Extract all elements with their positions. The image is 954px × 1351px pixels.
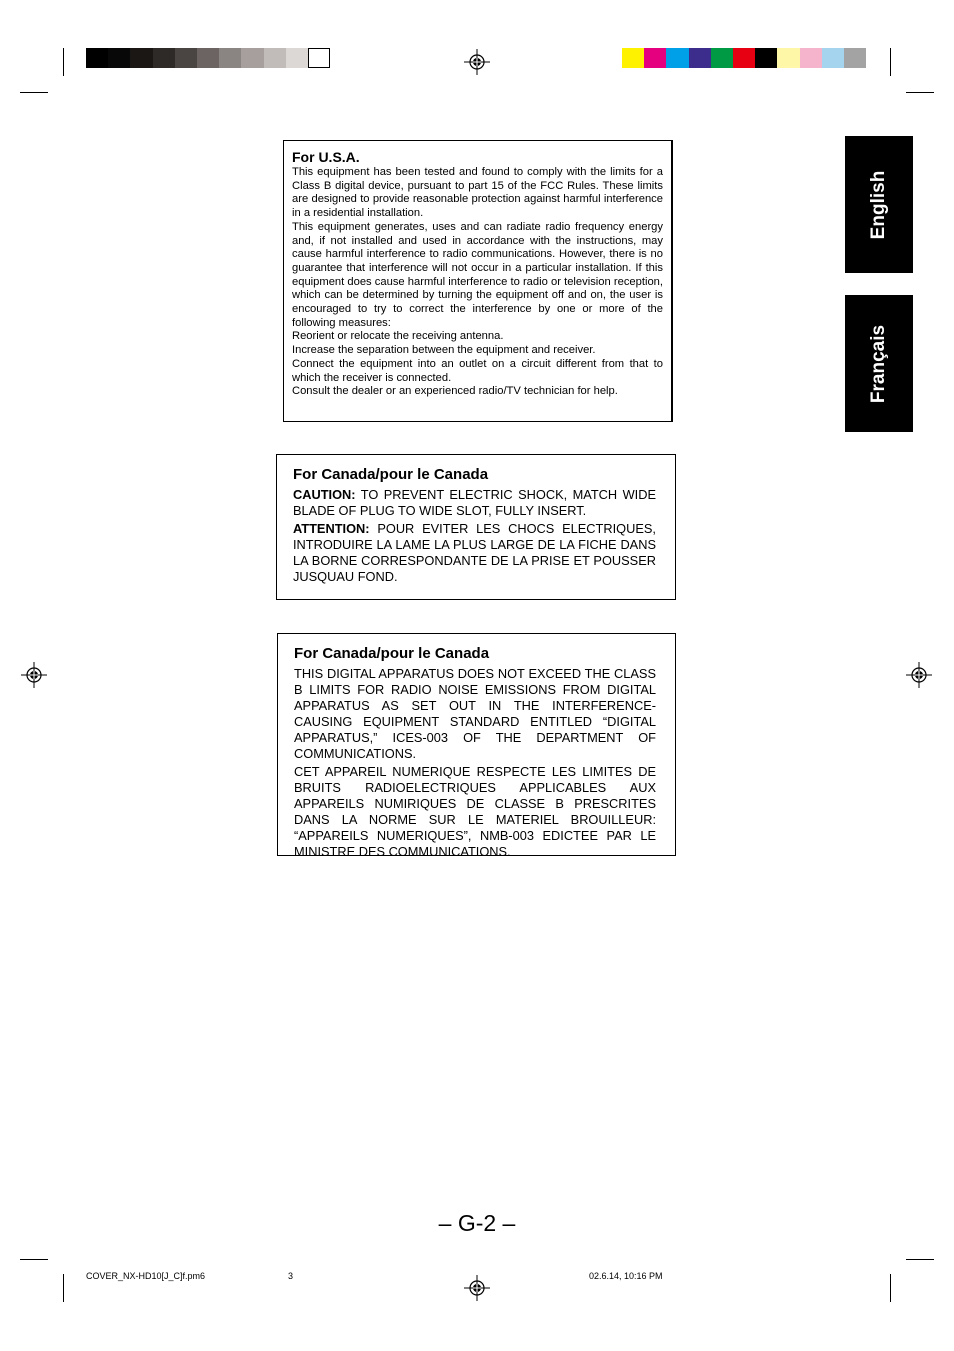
tab-francais [845,295,913,432]
color-swatch [286,48,308,68]
crop-mark [890,48,891,76]
color-swatch [800,48,822,68]
ices-paragraph-french: CET APPAREIL NUMERIQUE RESPECTE LES LIMITES DE BRUITS RADIOELECTRIQUES APPLICABLES AUX APPAREILS NUMIRIQUES DE CLASSE B PRESCRITES DANS LA NORME SUR LE MATERIEL BROUILLEUR: “APPAREILS NUMERIQUES”, NMB-003 EDICTEE PAR LE MINISTRE DES COMMUNICATIONS. [294,764,656,859]
color-swatch [219,48,241,68]
usa-paragraph: This equipment generates, uses and can radiate radio frequency energy and, if not installed and used in accordance with the instructions, may cause harmful interference to radio communications. However, there is no guarantee that interference will not occur in a particular installation. If this equipment does cause harmful interference to radio or television reception, which can be determined by turning the equipment off and on, the user is encouraged to try to correct the interference by one or more of the following measures: [292,220,663,329]
crop-mark [906,1259,934,1260]
tab-english [845,136,913,273]
color-swatch [777,48,799,68]
tab-francais-label: Français [868,324,889,403]
usa-measure: Increase the separation between the equipment and receiver. [292,344,596,357]
color-swatch [844,48,866,68]
registration-mark-icon [464,49,490,75]
color-swatch [197,48,219,68]
canada-ices-notice [277,633,676,859]
usa-fcc-notice [283,140,673,422]
color-swatch [264,48,286,68]
color-swatch [175,48,197,68]
canada-caution-notice [276,454,676,600]
color-swatch [622,48,644,68]
color-swatch [666,48,688,68]
crop-mark [63,48,64,76]
color-swatch [108,48,130,68]
color-swatch [733,48,755,68]
color-swatch [130,48,152,68]
color-swatch [822,48,844,68]
crop-mark [63,1274,64,1302]
registration-mark-icon [464,1275,490,1301]
color-swatch [755,48,777,68]
ices-paragraph-english: THIS DIGITAL APPARATUS DOES NOT EXCEED THE CLASS B LIMITS FOR RADIO NOISE EMISSIONS FROM DIGITAL APPARATUS AS SET OUT IN THE INTERFERENCE-CAUSING EQUIPMENT STANDARD ENTITLED “DIGITAL APPARATUS,” ICES-003 OF THE DEPARTMENT OF COMMUNICATIONS. [294,666,656,761]
crop-mark [20,1259,48,1260]
registration-mark-icon [906,662,932,688]
canada-ices-title: For Canada/pour le Canada [294,645,490,662]
attention-label: ATTENTION: [293,521,370,536]
caution-text: TO PREVENT ELECTRIC SHOCK, MATCH WIDE BLADE OF PLUG TO WIDE SLOT, FULLY INSERT. [293,487,656,518]
footer-filename: COVER_NX-HD10[J_C]f.pm6 [86,1271,206,1281]
crop-mark [906,92,934,93]
color-swatch [711,48,733,68]
color-swatch [644,48,666,68]
color-swatch [308,48,330,68]
color-swatch [86,48,108,68]
caution-paragraph [293,487,656,519]
crop-mark [890,1274,891,1302]
attention-text: POUR EVITER LES CHOCS ELECTRIQUES, INTRODUIRE LA LAME LA PLUS LARGE DE LA FICHE DANS LA BORNE CORRESPONDANTE DE LA PRISE ET POUSSER JUSQUAU FOND. [293,521,656,584]
crop-mark [20,92,48,93]
color-swatch [241,48,263,68]
caution-label: CAUTION: [293,487,356,502]
usa-title: For U.S.A. [292,149,360,165]
footer-page: 3 [288,1271,294,1281]
usa-measure: Connect the equipment into an outlet on a circuit different from that to which the receiver is connected. [292,357,663,384]
usa-measure: Consult the dealer or an experienced radio/TV technician for help. [292,385,618,398]
color-swatch [689,48,711,68]
canada-caution-title: For Canada/pour le Canada [293,466,489,483]
usa-measure: Reorient or relocate the receiving antenna. [292,330,504,343]
usa-paragraph: This equipment has been tested and found to comply with the limits for a Class B digital device, pursuant to part 15 of the FCC Rules. These limits are designed to provide reasonable protection against harmful interference in a residential installation. [292,166,663,220]
color-swatch [153,48,175,68]
page-number: – G-2 – [438,1210,516,1236]
tab-english-label: English [868,170,889,239]
footer-datetime: 02.6.14, 10:16 PM [589,1271,663,1281]
registration-mark-icon [21,662,47,688]
attention-paragraph [293,521,656,585]
